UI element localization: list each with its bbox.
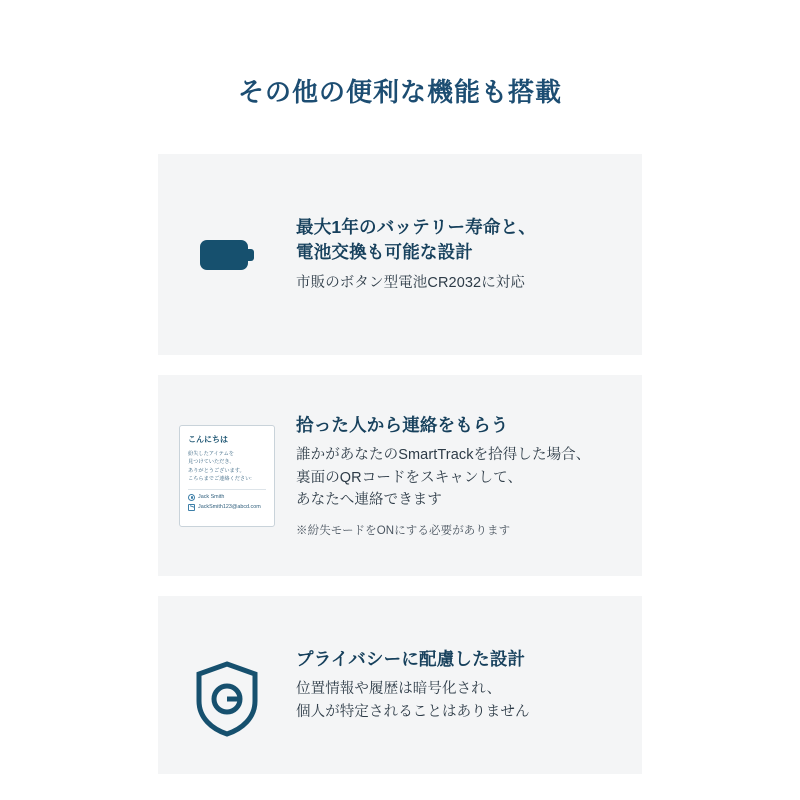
feature-heading-line1: プライバシーに配慮した設計 xyxy=(296,648,526,669)
message-card-contact-email: JackSmith123@abcd.com xyxy=(198,504,261,511)
feature-text-line3: あなたへ連絡できます xyxy=(296,492,442,509)
page-title: その他の便利な機能も搭載 xyxy=(237,77,562,107)
feature-text-line1: 誰かがあなたのSmartTrackを拾得した場合、 xyxy=(296,447,591,464)
feature-card-privacy-body xyxy=(296,647,544,723)
battery-icon xyxy=(200,240,254,270)
battery-body xyxy=(200,240,248,270)
feature-heading-line1: 最大1年のバッテリー寿命と、 xyxy=(296,216,537,237)
battery-icon-wrap xyxy=(158,240,296,270)
message-card-line: ありがとうございます。 xyxy=(188,467,245,474)
message-card-contact-email-row xyxy=(188,504,266,511)
message-card-line: 紛失したアイテムを xyxy=(188,450,234,457)
feature-heading-line2: 電池交換も可能な設計 xyxy=(296,242,473,263)
feature-card-privacy xyxy=(158,596,642,774)
feature-text-line1: 位置情報や履歴は暗号化され、 xyxy=(296,681,502,698)
feature-card-list xyxy=(158,109,642,774)
feature-card-battery xyxy=(158,154,642,355)
feature-card-contact xyxy=(158,375,642,576)
shield-privacy-icon xyxy=(195,661,259,737)
message-card-icon xyxy=(179,425,275,527)
feature-card-contact-body xyxy=(296,413,604,538)
feature-text-line1: 市販のボタン型電池CR2032に対応 xyxy=(296,274,525,291)
feature-text-line2: 個人が特定されることはありません xyxy=(296,703,530,720)
feature-card-battery-body xyxy=(296,215,550,294)
message-card-contact-name-row xyxy=(188,494,266,501)
message-card-contact-name: Jack Smith xyxy=(198,494,225,501)
message-card-title: こんにちは xyxy=(188,434,228,444)
mail-icon xyxy=(188,504,195,511)
message-card-divider xyxy=(188,489,266,490)
feature-text xyxy=(296,444,590,511)
feature-text-line2: 裏面のQRコードをスキャンして、 xyxy=(296,469,523,486)
feature-text xyxy=(296,272,536,294)
feature-note: ※紛失モードをONにする必要があります xyxy=(296,524,511,537)
feature-heading xyxy=(296,413,590,438)
feature-heading xyxy=(296,215,536,266)
message-card-icon-wrap xyxy=(158,425,296,527)
message-card-line: 見つけていただき、 xyxy=(188,459,235,466)
battery-cap xyxy=(248,249,254,261)
feature-heading xyxy=(296,647,530,672)
shield-privacy-icon-wrap xyxy=(158,633,296,737)
feature-text xyxy=(296,678,530,723)
person-icon xyxy=(188,494,195,501)
message-card-line: こちらまでご連絡ください: xyxy=(188,476,252,483)
feature-heading-line1: 拾った人から連絡をもらう xyxy=(296,415,509,436)
